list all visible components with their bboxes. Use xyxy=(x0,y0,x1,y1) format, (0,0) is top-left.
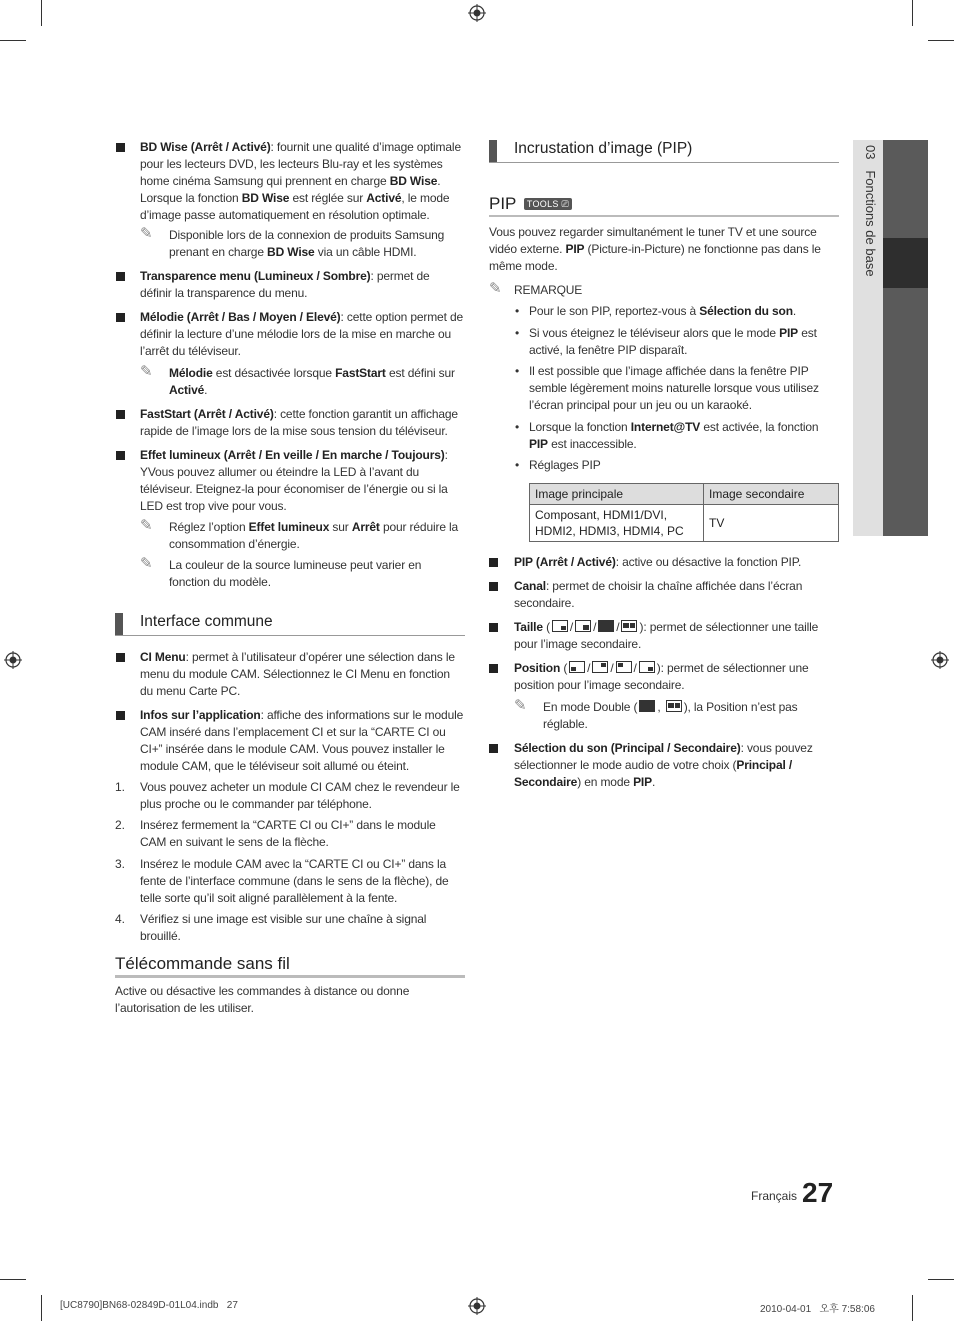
canal-item: Canal: permet de choisir la chaîne affichée dans l’écran secondaire. xyxy=(514,579,803,610)
pip-settings-table xyxy=(529,483,839,542)
table-header: Image secondaire xyxy=(704,484,839,505)
faststart-item: FastStart (Arrêt / Activé): cette fonction garantit un affichage rapide de l’image lors de la mise sous tension du téléviseur. xyxy=(140,407,458,438)
step-number: 2. xyxy=(115,818,126,832)
son-item: Sélection du son (Principal / Secondaire): vous pouvez sélectionner le mode audio de votre choix (Principal / Secondaire) en mode PIP. xyxy=(514,741,813,789)
size-small-icon xyxy=(552,620,568,632)
remarque-item: Pour le son PIP, reportez-vous à Sélection du son. xyxy=(529,304,797,318)
tools-badge: TOOLS ⎚ xyxy=(524,198,572,210)
pos-top-right-icon xyxy=(592,661,608,673)
bullet-square xyxy=(116,451,125,460)
crop-mark xyxy=(928,40,954,41)
crop-mark xyxy=(0,1279,26,1280)
crop-mark xyxy=(41,1295,42,1321)
step-text: Insérez fermement la “CARTE CI ou CI+” dans le module CAM en suivant le sens de la flèche. xyxy=(140,818,436,849)
step-number: 1. xyxy=(115,780,126,794)
remarque-item: Lorsque la fonction Internet@TV est activée, la fonction PIP est inaccessible. xyxy=(529,420,819,451)
section-rule xyxy=(489,162,839,163)
chapter-number: 03 xyxy=(863,145,878,160)
bullet-square xyxy=(116,653,125,662)
pos-bottom-left-icon xyxy=(569,661,585,673)
registration-mark-icon xyxy=(468,4,486,22)
double-alt-icon xyxy=(621,620,637,632)
side-tab-dark xyxy=(883,140,928,536)
crop-mark xyxy=(928,1279,954,1280)
step-text: Insérez le module CAM avec la “CARTE CI ou CI+” dans la fente de l’interface commune (dans le sens de la flèche), de telle sorte qu’il soit aligné parallèlement à la fente. xyxy=(140,857,449,905)
note-pencil-icon: ✎ xyxy=(140,363,153,380)
step-number: 3. xyxy=(115,857,126,871)
bullet-square xyxy=(489,664,498,673)
effet-note-1: Réglez l’option Effet lumineux sur Arrêt pour réduire la consommation d’énergie. xyxy=(169,520,459,551)
size-medium-icon xyxy=(575,620,591,632)
table-header: Image principale xyxy=(530,484,704,505)
ci-menu-item: CI Menu: permet à l’utilisateur d’opérer une sélection dans le menu du module CAM. Sélectionnez le CI Menu en fonction du menu Carte PC. xyxy=(140,650,455,698)
note-pencil-icon: ✎ xyxy=(140,517,153,534)
footer-date: 2010-04-01 오후 7:58:06 xyxy=(760,1304,875,1315)
bullet-dot: • xyxy=(515,364,520,378)
crop-mark xyxy=(0,40,26,41)
interface-commune-heading: Interface commune xyxy=(140,613,273,630)
bullet-square xyxy=(489,744,498,753)
note-pencil-icon: ✎ xyxy=(140,555,153,572)
pip-section-heading: Incrustation d’image (PIP) xyxy=(514,140,693,157)
bullet-dot: • xyxy=(515,326,520,340)
bullet-dot: • xyxy=(515,458,520,472)
position-note: En mode Double ( , ), la Position n’est pas réglable. xyxy=(543,700,798,731)
bullet-square xyxy=(489,558,498,567)
taille-item: Taille ( / / / ): permet de sélectionner une taille pour l’image secondaire. xyxy=(514,620,819,651)
bullet-square xyxy=(116,272,125,281)
remarque-item: Si vous éteignez le téléviseur alors que le mode PIP est activé, la fenêtre PIP disparaît. xyxy=(529,326,817,357)
section-bar xyxy=(489,140,497,162)
bullet-square xyxy=(116,313,125,322)
step-text: Vérifiez si une image est visible sur une chaîne à signal brouillé. xyxy=(140,912,427,943)
bullet-square xyxy=(116,143,125,152)
table-cell: Composant, HDMI1/DVI, HDMI2, HDMI3, HDMI4, PC xyxy=(530,505,704,542)
telecommande-text: Active ou désactive les commandes à distance ou donne l’autorisation de les utiliser. xyxy=(115,984,410,1015)
side-tab-label xyxy=(858,145,878,395)
double-icon xyxy=(639,700,655,712)
transparence-item: Transparence menu (Lumineux / Sombre): permet de définir la transparence du menu. xyxy=(140,269,430,300)
melodie-note: Mélodie est désactivée lorsque FastStart est défini sur Activé. xyxy=(169,366,455,397)
bullet-square xyxy=(116,711,125,720)
melodie-item: Mélodie (Arrêt / Bas / Moyen / Elevé): cette option permet de définir la lecture d’une mélodie lors de la mise en marche ou l’arrêt du téléviseur. xyxy=(140,310,463,358)
registration-mark-icon xyxy=(468,1297,486,1315)
crop-mark xyxy=(912,0,913,26)
bullet-square xyxy=(489,623,498,632)
remarque-item: Il est possible que l’image affichée dans la fenêtre PIP semble légèrement moins naturelle lorsque vous utilisez l’écran principal pour un jeu ou un karaoké. xyxy=(529,364,819,412)
crop-mark xyxy=(912,1295,913,1321)
note-pencil-icon: ✎ xyxy=(514,697,527,714)
section-rule xyxy=(115,635,465,636)
bullet-square xyxy=(116,410,125,419)
remarque-item: Réglages PIP xyxy=(529,458,601,472)
page-language: Français xyxy=(751,1189,798,1203)
footer-file: [UC8790]BN68-02849D-01L04.indb 27 xyxy=(60,1300,238,1311)
crop-mark xyxy=(41,0,42,26)
bullet-dot: • xyxy=(515,304,520,318)
section-rule-double xyxy=(115,975,465,978)
bullet-square xyxy=(489,582,498,591)
step-number: 4. xyxy=(115,912,126,926)
tools-icon: ⎚ xyxy=(561,199,570,209)
note-pencil-icon: ✎ xyxy=(140,225,153,242)
bd-wise-note: Disponible lors de la connexion de produits Samsung prenant en charge BD Wise via un câble HDMI. xyxy=(169,228,445,259)
note-pencil-icon: ✎ xyxy=(489,280,502,297)
infos-item: Infos sur l’application: affiche des informations sur le module CAM inséré dans l’emplacement CI et sur la “CARTE CI ou CI+” insérée dans le module CAM. Vous pouvez installer le module CAM, que le téléviseur soit allumé ou éteint. xyxy=(140,708,464,773)
effet-lumineux-item: Effet lumineux (Arrêt / En veille / En marche / Toujours): YVous pouvez allumer ou éteindre la LED à l’avant du téléviseur. Eteignez-la pour économiser de l’énergie ou si la LED est trop vive pour vous. xyxy=(140,448,448,513)
double-alt-icon xyxy=(666,700,682,712)
step-text: Vous pouvez acheter un module CI CAM chez le revendeur le plus proche ou le commander par téléphone. xyxy=(140,780,460,811)
double-icon xyxy=(598,620,614,632)
pip-intro: Vous pouvez regarder simultanément le tuner TV et une source vidéo externe. PIP (Picture-in-Picture) ne fonctionne pas dans le même mode. xyxy=(489,225,821,273)
position-item: Position ( / / / ): permet de sélectionner une position pour l’image secondaire. xyxy=(514,661,809,692)
chapter-title: Fonctions de base xyxy=(863,170,878,277)
registration-mark-icon xyxy=(4,651,22,669)
pos-bottom-right-icon xyxy=(639,661,655,673)
section-rule-double xyxy=(489,215,839,217)
pip-item: PIP (Arrêt / Activé): active ou désactive la fonction PIP. xyxy=(514,555,802,569)
registration-mark-icon xyxy=(931,651,949,669)
section-bar xyxy=(115,613,123,635)
effet-note-2: La couleur de la source lumineuse peut varier en fonction du modèle. xyxy=(169,558,422,589)
telecommande-heading: Télécommande sans fil xyxy=(115,954,290,973)
bullet-dot: • xyxy=(515,420,520,434)
remarque-label: REMARQUE xyxy=(514,283,583,297)
bd-wise-item: BD Wise (Arrêt / Activé): fournit une qualité d’image optimale pour les lecteurs DVD, les lecteurs Blu-ray et les systèmes home cinéma Samsung qui prennent en charge BD Wise. Lorsque la fonction BD Wise est réglée sur Activé, le mode d’image passe automatiquement en résolution optimale. xyxy=(140,140,461,222)
pos-top-left-icon xyxy=(616,661,632,673)
page-number: 27 xyxy=(802,1177,834,1208)
side-tab-marker xyxy=(883,238,928,288)
table-cell: TV xyxy=(704,505,839,542)
pip-title: PIP TOOLS ⎚ xyxy=(489,193,572,215)
